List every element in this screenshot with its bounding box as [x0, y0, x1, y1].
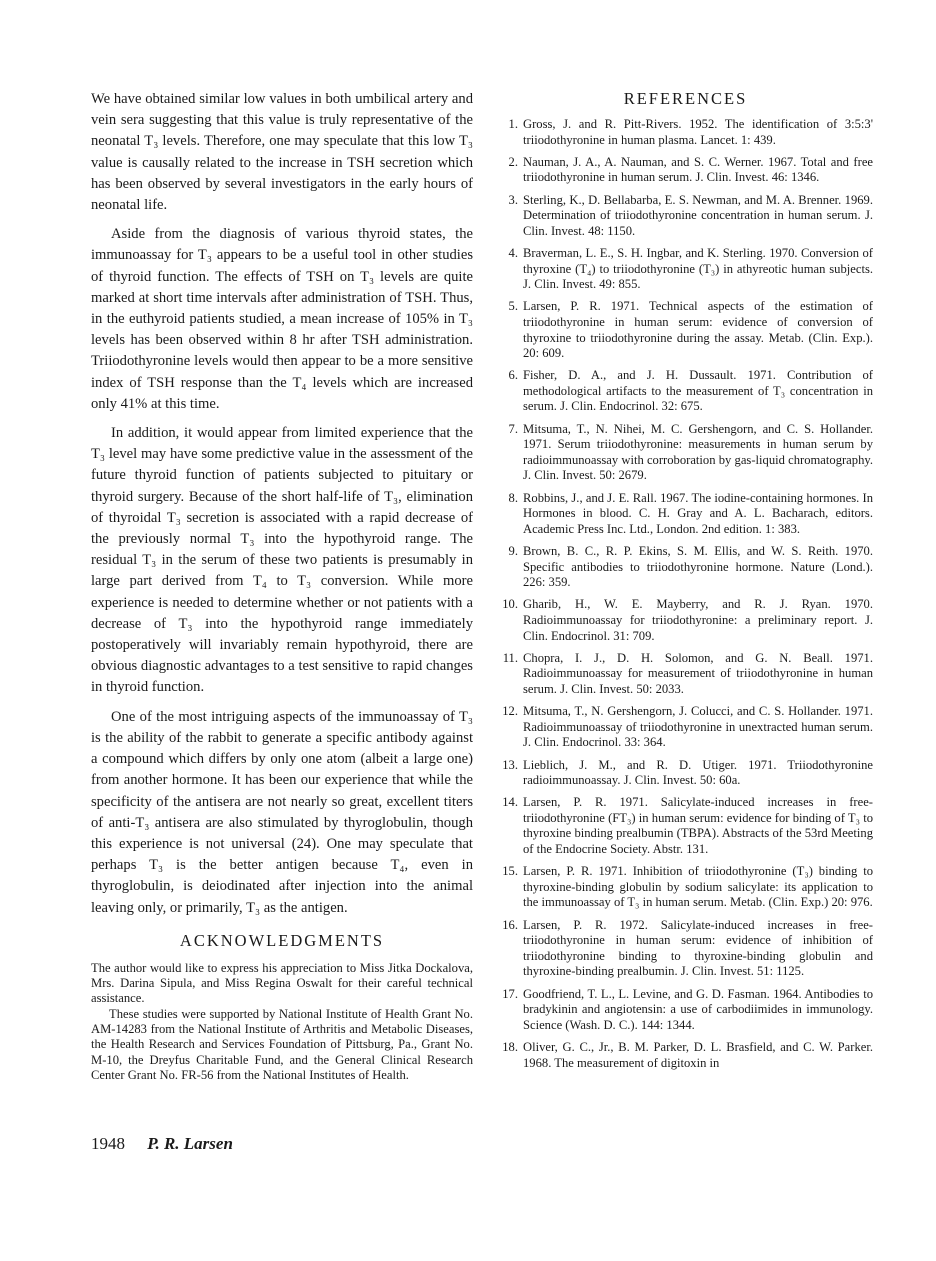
- body-paragraph: We have obtained similar low values in both umbilical artery and vein sera suggesting that this value is truly representative of the neonatal T₃ levels. Therefore, one may speculate that this low T₃ value is causally related to the increase in TSH secretion which has been observed by several investigators in the early hours of neonatal life.: [91, 91, 473, 214]
- reference-item: 12. Mitsuma, T., N. Gershengorn, J. Colucci, and C. S. Hollander. 1971. Radioimmunoassay of triiodothyronine in unextracted human serum. J. Clin. Endocrinol. 33: 364.: [502, 704, 873, 750]
- reference-item: 15. Larsen, P. R. 1971. Inhibition of triiodothyronine (T₃) binding to thyroxine-binding globulin by sodium salicylate: its application to the immunoassay of T₃ in human serum. Metab. (Clin. Exp.) 20: 976.: [502, 864, 873, 910]
- reference-item: 8. Robbins, J., and J. E. Rall. 1967. The iodine-containing hormones. In Hormones in blood. C. H. Gray and A. L. Bacharach, editors. Academic Press Inc. Ltd., London. 2nd edition. 1: 383.: [508, 490, 873, 536]
- reference-item: 10. Gharib, H., W. E. Mayberry, and R. J. Ryan. 1970. Radioimmunoassay for triiodothyronine: a preliminary report. J. Clin. Endocrinol. 31: 709.: [502, 597, 873, 643]
- reference-list: [498, 117, 873, 1071]
- reference-item: 2. Nauman, J. A., A. Nauman, and S. C. Werner. 1967. Total and free triiodothyronine in human serum. J. Clin. Invest. 46: 1346.: [508, 154, 873, 185]
- body-paragraph: In addition, it would appear from limited experience that the T₃ level may have some predictive value in the assessment of the future thyroid function of patients subjected to pituitary or thyroid surgery. Because of the short half-life of T₃, elimination of thyroidal T₃ secretion is associated with a rapid decrease of the previously normal T₃ into the hypothyroid range. The residual T₃ in the serum of these two patients is presumably in large part derived from T₄ to T₃ conversion. While more experience is needed to determine whether or not patients with a decrease of T₃ into the hypothyroid range immediately postoperatively will invariably remain hypothyroid, there are obvious diagnostic advantages to a test sensitive to rapid changes in thyroid function.: [91, 425, 473, 696]
- reference-item: 16. Larsen, P. R. 1972. Salicylate-induced increases in free-triiodothyronine in human serum: evidence of inhibition of triiodothyronine binding to thyroxine-binding globulin and thyroxine-binding prealbumin. J. Clin. Invest. 51: 1125.: [502, 917, 873, 979]
- body-paragraph: Aside from the diagnosis of various thyroid states, the immunoassay for T₃ appears to be a useful tool in other studies of thyroid function. The effects of TSH on T₃ levels are quite marked at short time intervals after administration of TSH. Thus, in the euthyroid patients studied, a mean increase of 105% in T₃ levels has been observed within 8 hr after TSH administration. Triiodothyronine levels would then appear to be a more sensitive index of TSH response than the T₄ levels which are increased only 41% at this time.: [91, 226, 473, 412]
- reference-item: 17. Goodfriend, T. L., L. Levine, and G. D. Fasman. 1964. Antibodies to bradykinin and angiotensin: a use of carbodiimides in immunology. Science (Wash. D. C.). 144: 1344.: [502, 986, 873, 1032]
- reference-item: 11. Chopra, I. J., D. H. Solomon, and G. N. Beall. 1971. Radioimmunoassay for measurement of triiodothyronine in human serum. J. Clin. Invest. 50: 2033.: [502, 650, 873, 696]
- reference-item: 18. Oliver, G. C., Jr., B. M. Parker, D. L. Brasfield, and C. W. Parker. 1968. The measurement of digitoxin in: [502, 1039, 873, 1070]
- acknowledgment-paragraph: The author would like to express his appreciation to Miss Jitka Dockalova, Mrs. Darina Sipula, and Miss Regina Oswalt for their careful technical assistance.: [91, 960, 473, 1006]
- page-number: 1948: [91, 1134, 125, 1153]
- reference-item: 14. Larsen, P. R. 1971. Salicylate-induced increases in free-triiodothyronine (FT₃) in human serum: evidence for binding of T₃ to thyroxine binding prealbumin (TBPA). Abstracts of the 53rd Meeting of the Endocrine Society. Abstr. 131.: [502, 795, 873, 857]
- acknowledgments-heading: ACKNOWLEDGMENTS: [179, 930, 385, 950]
- page-footer: [91, 1134, 233, 1154]
- body-paragraph: One of the most intriguing aspects of the immunoassay of T₃ is the ability of the rabbit to generate a specific antibody against a compound which differs by only one atom (albeit a large one) from another hormone. It has been our experience that while the specificity of the antisera are not nearly so great, excellent titers of anti-T₃ antisera are also stimulated by thyroglobulin, though this experience is not universal (24). One may speculate that perhaps T₃ is the better antigen because T₄, even in thyroglobulin, is deiodinated after injection into the animal leaving only, or primarily, T₃ as the antigen.: [91, 708, 473, 916]
- references-heading: REFERENCES: [623, 89, 748, 108]
- running-author: P. R. Larsen: [147, 1134, 233, 1153]
- reference-item: 5. Larsen, P. R. 1971. Technical aspects of the estimation of triiodothyronine in human serum: evidence of conversion of thyroxine to triiodothyronine during the assay. Metab. (Clin. Exp.). 20: 609.: [508, 299, 873, 361]
- acknowledgment-paragraph: These studies were supported by National Institute of Health Grant No. AM-14283 from the National Institute of Arthritis and Metabolic Diseases, the Health Research and Services Foundation of Pittsburg, Pa., Grant No. M-10, the Dreyfus Charitable Fund, and the General Clinical Research Center Grant No. FR-56 from the National Institutes of Health.: [91, 1006, 473, 1082]
- references-column: [498, 89, 873, 1078]
- reference-item: 6. Fisher, D. A., and J. H. Dussault. 1971. Contribution of methodological artifacts to the measurement of T₃ concentration in serum. J. Clin. Endocrinol. 32: 675.: [508, 368, 873, 414]
- reference-item: 1. Gross, J. and R. Pitt-Rivers. 1952. The identification of 3:5:3' triiodothyronine in human plasma. Lancet. 1: 439.: [508, 117, 873, 147]
- reference-item: 9. Brown, B. C., R. P. Ekins, S. M. Ellis, and W. S. Reith. 1970. Specific antibodies to triiodothyronine hormone. Nature (Lond.). 226: 359.: [508, 544, 873, 590]
- reference-item: 3. Sterling, K., D. Bellabarba, E. S. Newman, and M. A. Brenner. 1969. Determination of triiodothyronine concentration in human serum. J. Clin. Invest. 48: 1150.: [508, 192, 873, 238]
- reference-item: 13. Lieblich, J. M., and R. D. Utiger. 1971. Triiodothyronine radioimmunoassay. J. Clin. Invest. 50: 60a.: [502, 757, 873, 788]
- left-column: [91, 89, 473, 1083]
- reference-item: 4. Braverman, L. E., S. H. Ingbar, and K. Sterling. 1970. Conversion of thyroxine (T₄) to triiodothyronine (T₃) in athyreotic human subjects. J. Clin. Invest. 49: 855.: [508, 245, 873, 292]
- reference-item: 7. Mitsuma, T., N. Nihei, M. C. Gershengorn, and C. S. Hollander. 1971. Serum triiodothyronine: measurements in human serum by radioimmunoassay with corroboration by gas-liquid chromatography. J. Clin. Invest. 50: 2679.: [508, 421, 873, 483]
